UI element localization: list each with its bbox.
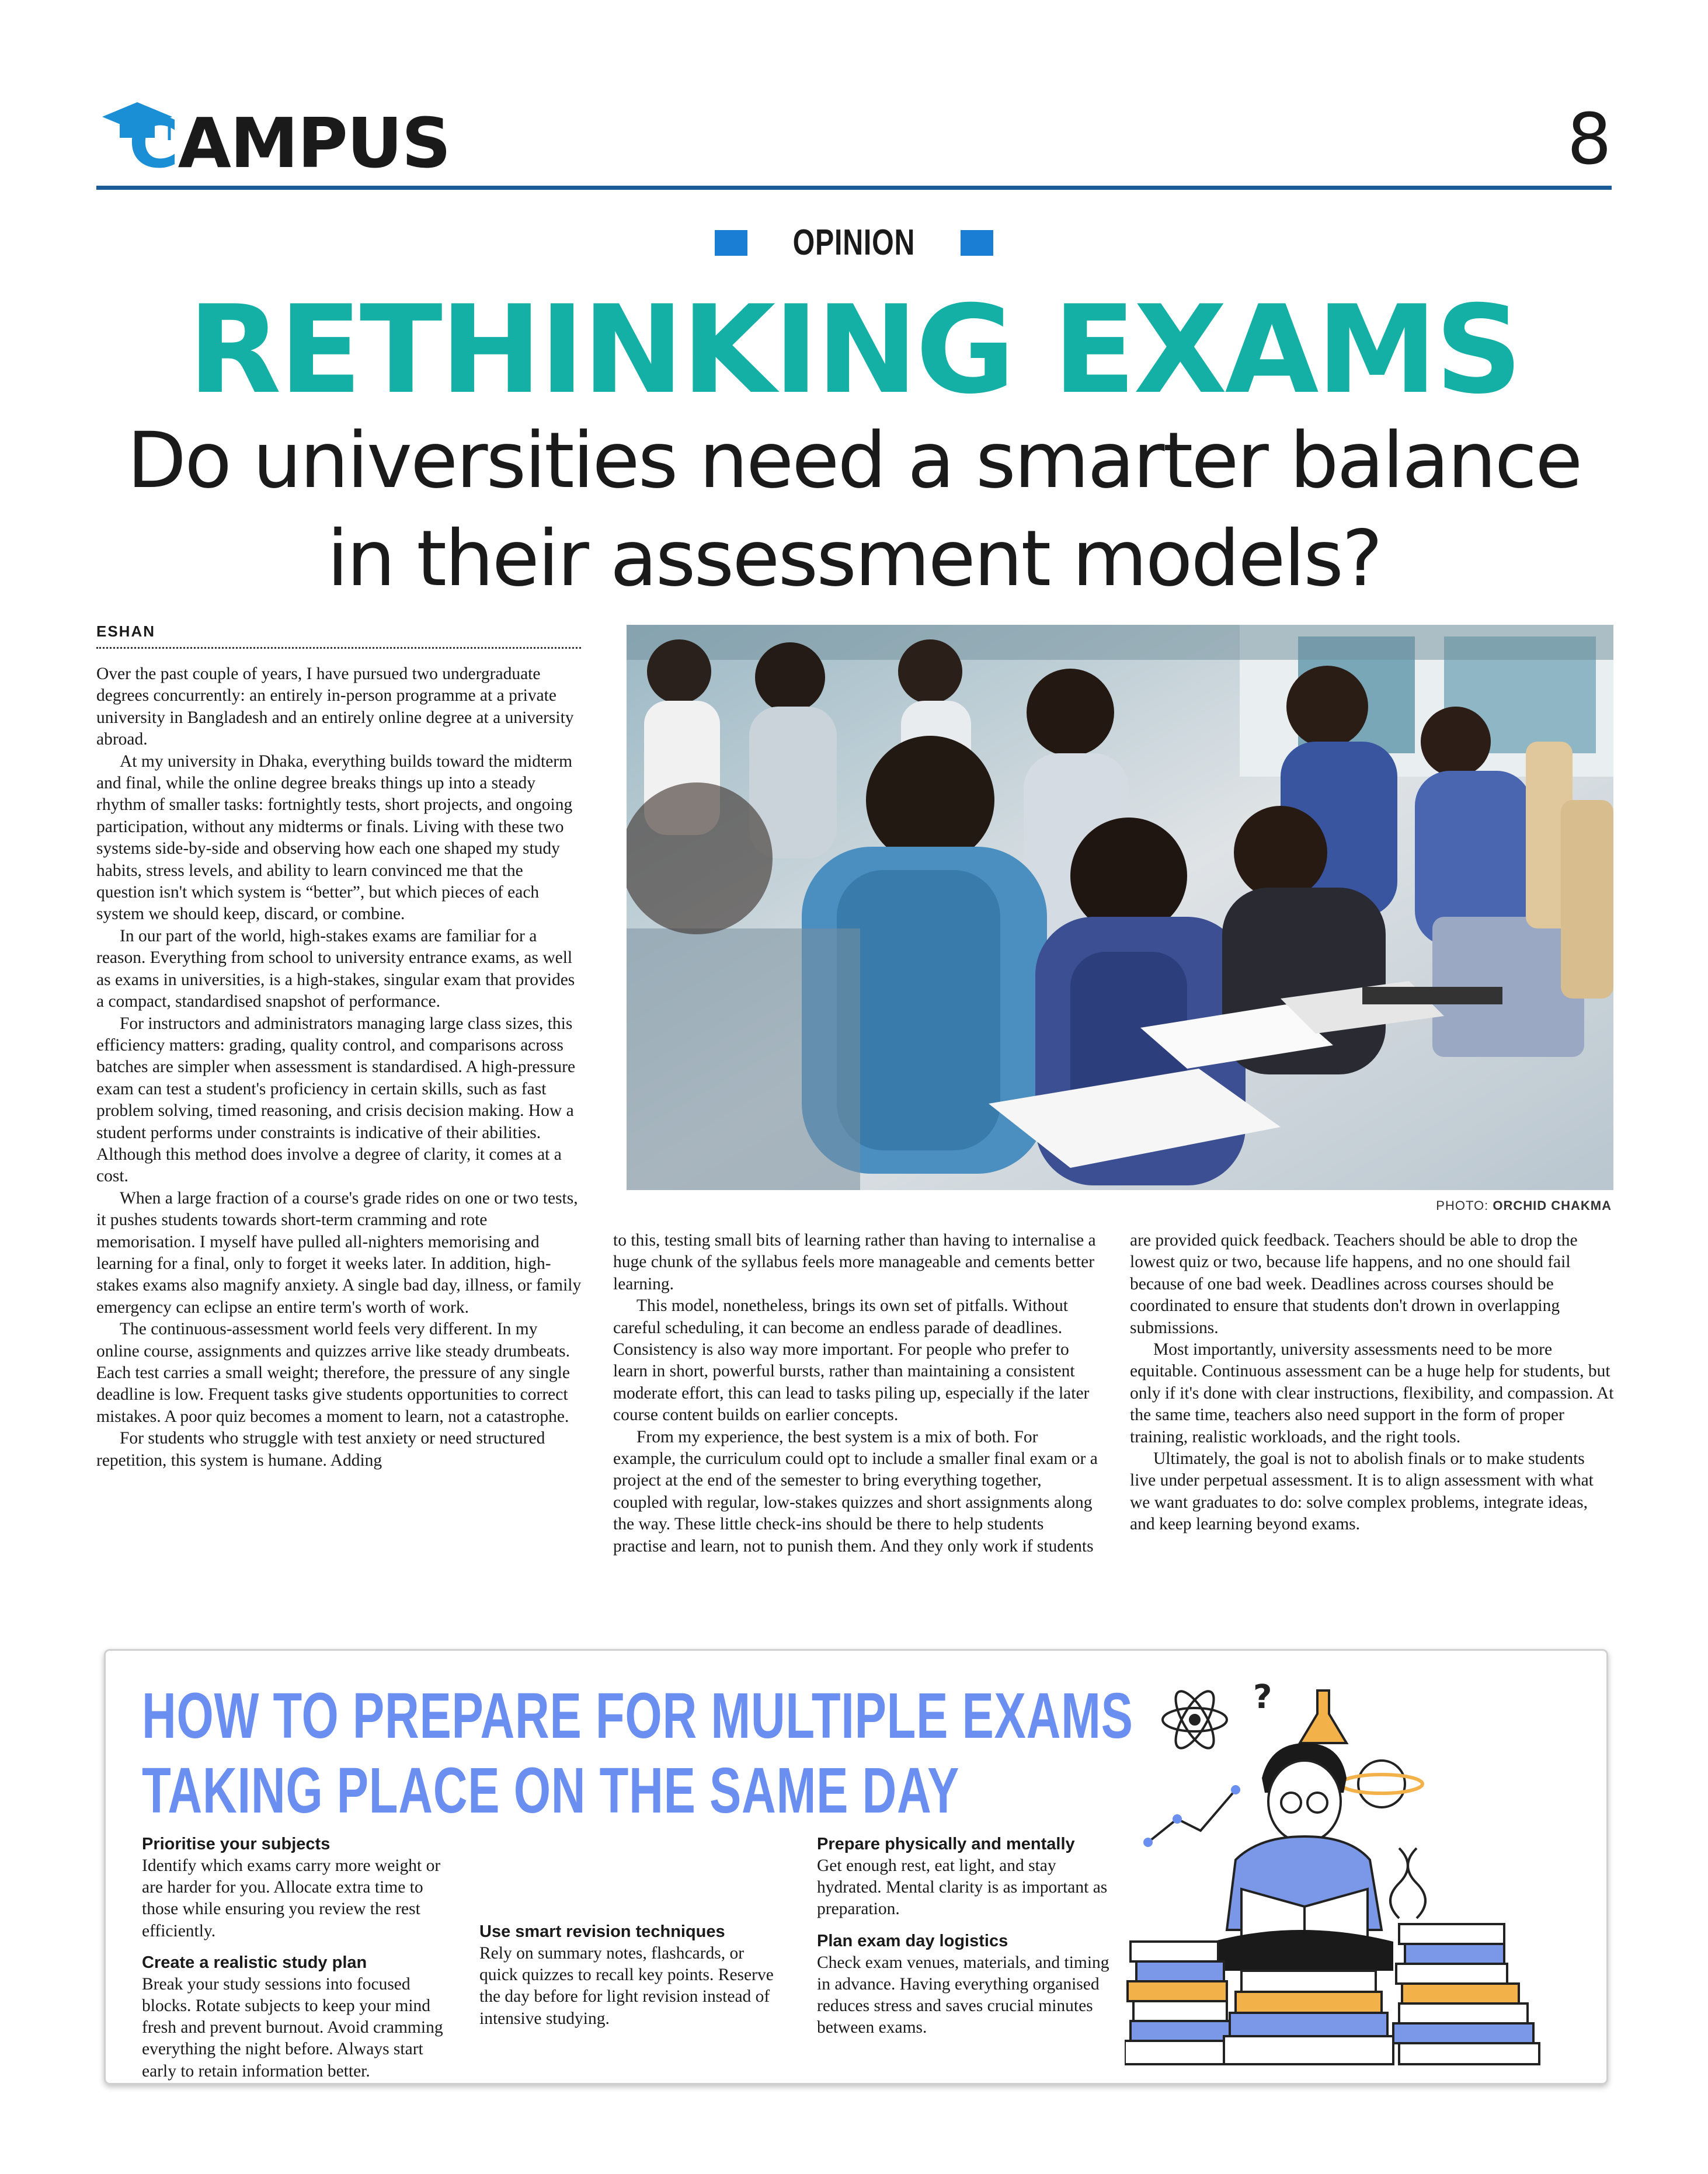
book-stack-left <box>1125 1942 1230 2064</box>
tip-heading: Create a realistic study plan <box>142 1953 367 1972</box>
students-exam-photo <box>627 625 1613 1190</box>
subheadline-line-2: in their assessment models? <box>326 514 1382 604</box>
question-mark-icon: ? <box>1253 1678 1272 1716</box>
planet-icon <box>1341 1761 1422 1807</box>
tip-body: Check exam venues, materials, and timing in advance. Having everything organised reduces stress and saves crucial minutes between exams. <box>817 1953 1109 2037</box>
paragraph: to this, testing small bits of learning rather than having to internalise a huge chunk of the syllabus feels more manageable and cements better learning. <box>613 1231 1096 1293</box>
flask-icon <box>1300 1690 1347 1743</box>
paragraph: For students who struggle with test anxiety or need structured repetition, this system is humane. Adding <box>96 1429 545 1470</box>
tips-title-line-1: HOW TO PREPARE FOR MULTIPLE EXAMS <box>142 1680 1133 1752</box>
byline: ESHAN <box>96 622 156 640</box>
tips-column-1 <box>142 1833 446 2081</box>
tip-body: Get enough rest, eat light, and stay hydrated. Mental clarity is as important as preparation. <box>817 1856 1108 1919</box>
header-rule <box>96 186 1612 190</box>
tips-column-2 <box>479 1921 783 2039</box>
kicker-square-right <box>961 230 993 256</box>
paragraph: The continuous-assessment world feels very different. In my online course, assignments and quizzes arrive like steady drumbeats. Each test carries a small weight; therefore, the pressure of any single deadline is low. Frequent tasks give students opportunities to correct mistakes. A poor quiz becomes a moment to learn, not a catastrophe. <box>96 1320 571 1426</box>
paragraph: are provided quick feedback. Teachers should be able to drop the lowest quiz or two, because life happens, and no one should fail because of one bad week. Deadlines across courses should be coordinated to ensure that students don't drown in overlapping submissions. <box>1130 1231 1578 1337</box>
kicker-square-left <box>715 230 747 256</box>
tips-box <box>104 1649 1608 2085</box>
paragraph: This model, nonetheless, brings its own set of pitfalls. Without careful scheduling, it can become an endless parade of deadlines. Consistency is also way more important. For people who prefer to learn in short, powerful bursts, rather than maintaining a consistent moderate effort, this can lead to tasks piling up, especially if the later course content builds on earlier concepts. <box>613 1296 1090 1425</box>
photo-credit-name: ORCHID CHAKMA <box>1493 1198 1612 1213</box>
tip-heading: Use smart revision techniques <box>479 1922 725 1941</box>
article-column-3 <box>1130 1230 1615 1536</box>
book-stack-right <box>1393 1924 1539 2064</box>
line-graph-icon <box>1148 1790 1236 1842</box>
article-column-2 <box>613 1230 1098 1557</box>
logo-text: CAMPUS <box>128 103 450 183</box>
article-photo <box>627 625 1613 1190</box>
paragraph: When a large fraction of a course's grade rides on one or two tests, it pushes students towards short-term cramming and rote memorisation. I myself have pulled all-nighters memorising and learning for a final, only to forget it weeks later. In addition, high-stakes exams also magnify anxiety. A single bad day, illness, or family emergency can eclipse an entire term's worth of work. <box>96 1188 582 1317</box>
dna-icon <box>1390 1848 1425 1918</box>
tip-body: Rely on summary notes, flashcards, or quick quizzes to recall key points. Reserve the day before for light revision instead of intensive studying. <box>479 1944 774 2028</box>
kicker-label: OPINION <box>792 222 916 263</box>
tips-box-title <box>142 1679 1133 1828</box>
subheadline-line-1: Do universities need a smarter balance <box>127 416 1581 506</box>
paragraph: In our part of the world, high-stakes exams are familiar for a reason. Everything from school to university entrance exams, as well as exams in universities, is a high-stakes, singular exam that provides a compact, standardised snapshot of performance. <box>96 926 575 1011</box>
photo-credit-label: PHOTO: <box>1436 1198 1489 1213</box>
tip-heading: Prioritise your subjects <box>142 1835 331 1853</box>
student-reading-illustration <box>1125 1667 1580 2070</box>
paragraph: At my university in Dhaka, everything builds toward the midterm and final, while the online degree breaks things up into a steady rhythm of smaller tasks: fortnightly tests, short projects, and ongoing participation, without any midterms or finals. Living with these two systems side-by-side and observing how each one shaped my study habits, stress levels, and ability to learn convinced me that the question isn't which system is “better”, but which pieces of each system we should keep, discard, or combine. <box>96 752 573 924</box>
headline: RETHINKING EXAMS <box>187 280 1521 421</box>
tip-body: Identify which exams carry more weight or are harder for you. Allocate extra time to those while ensuring you review the rest efficiently. <box>142 1856 441 1940</box>
atom-icon <box>1163 1686 1227 1753</box>
article-column-1 <box>96 663 584 1472</box>
tip-heading: Prepare physically and mentally <box>817 1835 1075 1853</box>
tip-body: Break your study sessions into focused blocks. Rotate subjects to keep your mind fresh and prevent burnout. Avoid cramming everything the night before. Always start early to retain information better. <box>142 1974 443 2081</box>
paragraph: From my experience, the best system is a mix of both. For example, the curriculum could opt to include a smaller final exam or a project at the end of the semester to bring everything together, coupled with regular, low-stakes quizzes and short assignments along the way. These little check-ins should be there to help students practise and learn, not to punish them. And they only work if students <box>613 1427 1098 1556</box>
tip-heading: Plan exam day logistics <box>817 1931 1008 1950</box>
section-kicker <box>0 222 1708 274</box>
paragraph: Ultimately, the goal is not to abolish finals or to make students live under perpetual assessment. It is to align assessment with what we want graduates to do: solve complex problems, integrate ideas, and keep learning beyond exams. <box>1130 1449 1594 1534</box>
paragraph: For instructors and administrators managing large class sizes, this efficiency matters: grading, quality control, and comparisons across batches are simpler when assessment is standardised. A high-pressure exam can test a student's proficiency in certain skills, such as fast problem solving, timed reasoning, and crisis decision making. How a student performs under constraints is indicative of their abilities. Although this method does involve a degree of clarity, it comes at a cost. <box>96 1014 576 1186</box>
paragraph: Over the past couple of years, I have pursued two undergraduate degrees concurrently: an entirely in-person programme at a private university in Bangladesh and an entirely online degree at a university abroad. <box>96 665 574 749</box>
byline-divider <box>96 647 581 649</box>
photo-credit <box>1436 1198 1612 1213</box>
tips-column-3 <box>817 1833 1121 2048</box>
subheadline <box>58 412 1650 608</box>
page-number: 8 <box>1567 99 1612 180</box>
paragraph: Most importantly, university assessments need to be more equitable. Continuous assessment can be a huge help for students, but only if it's done with clear instructions, flexibility, and compassion. At the same time, teachers also need support in the form of proper training, realistic workloads, and the right tools. <box>1130 1340 1614 1446</box>
campus-logo <box>96 93 482 181</box>
book-stack-center <box>1224 1971 1393 2064</box>
tips-title-line-2: TAKING PLACE ON THE SAME DAY <box>142 1755 960 1827</box>
